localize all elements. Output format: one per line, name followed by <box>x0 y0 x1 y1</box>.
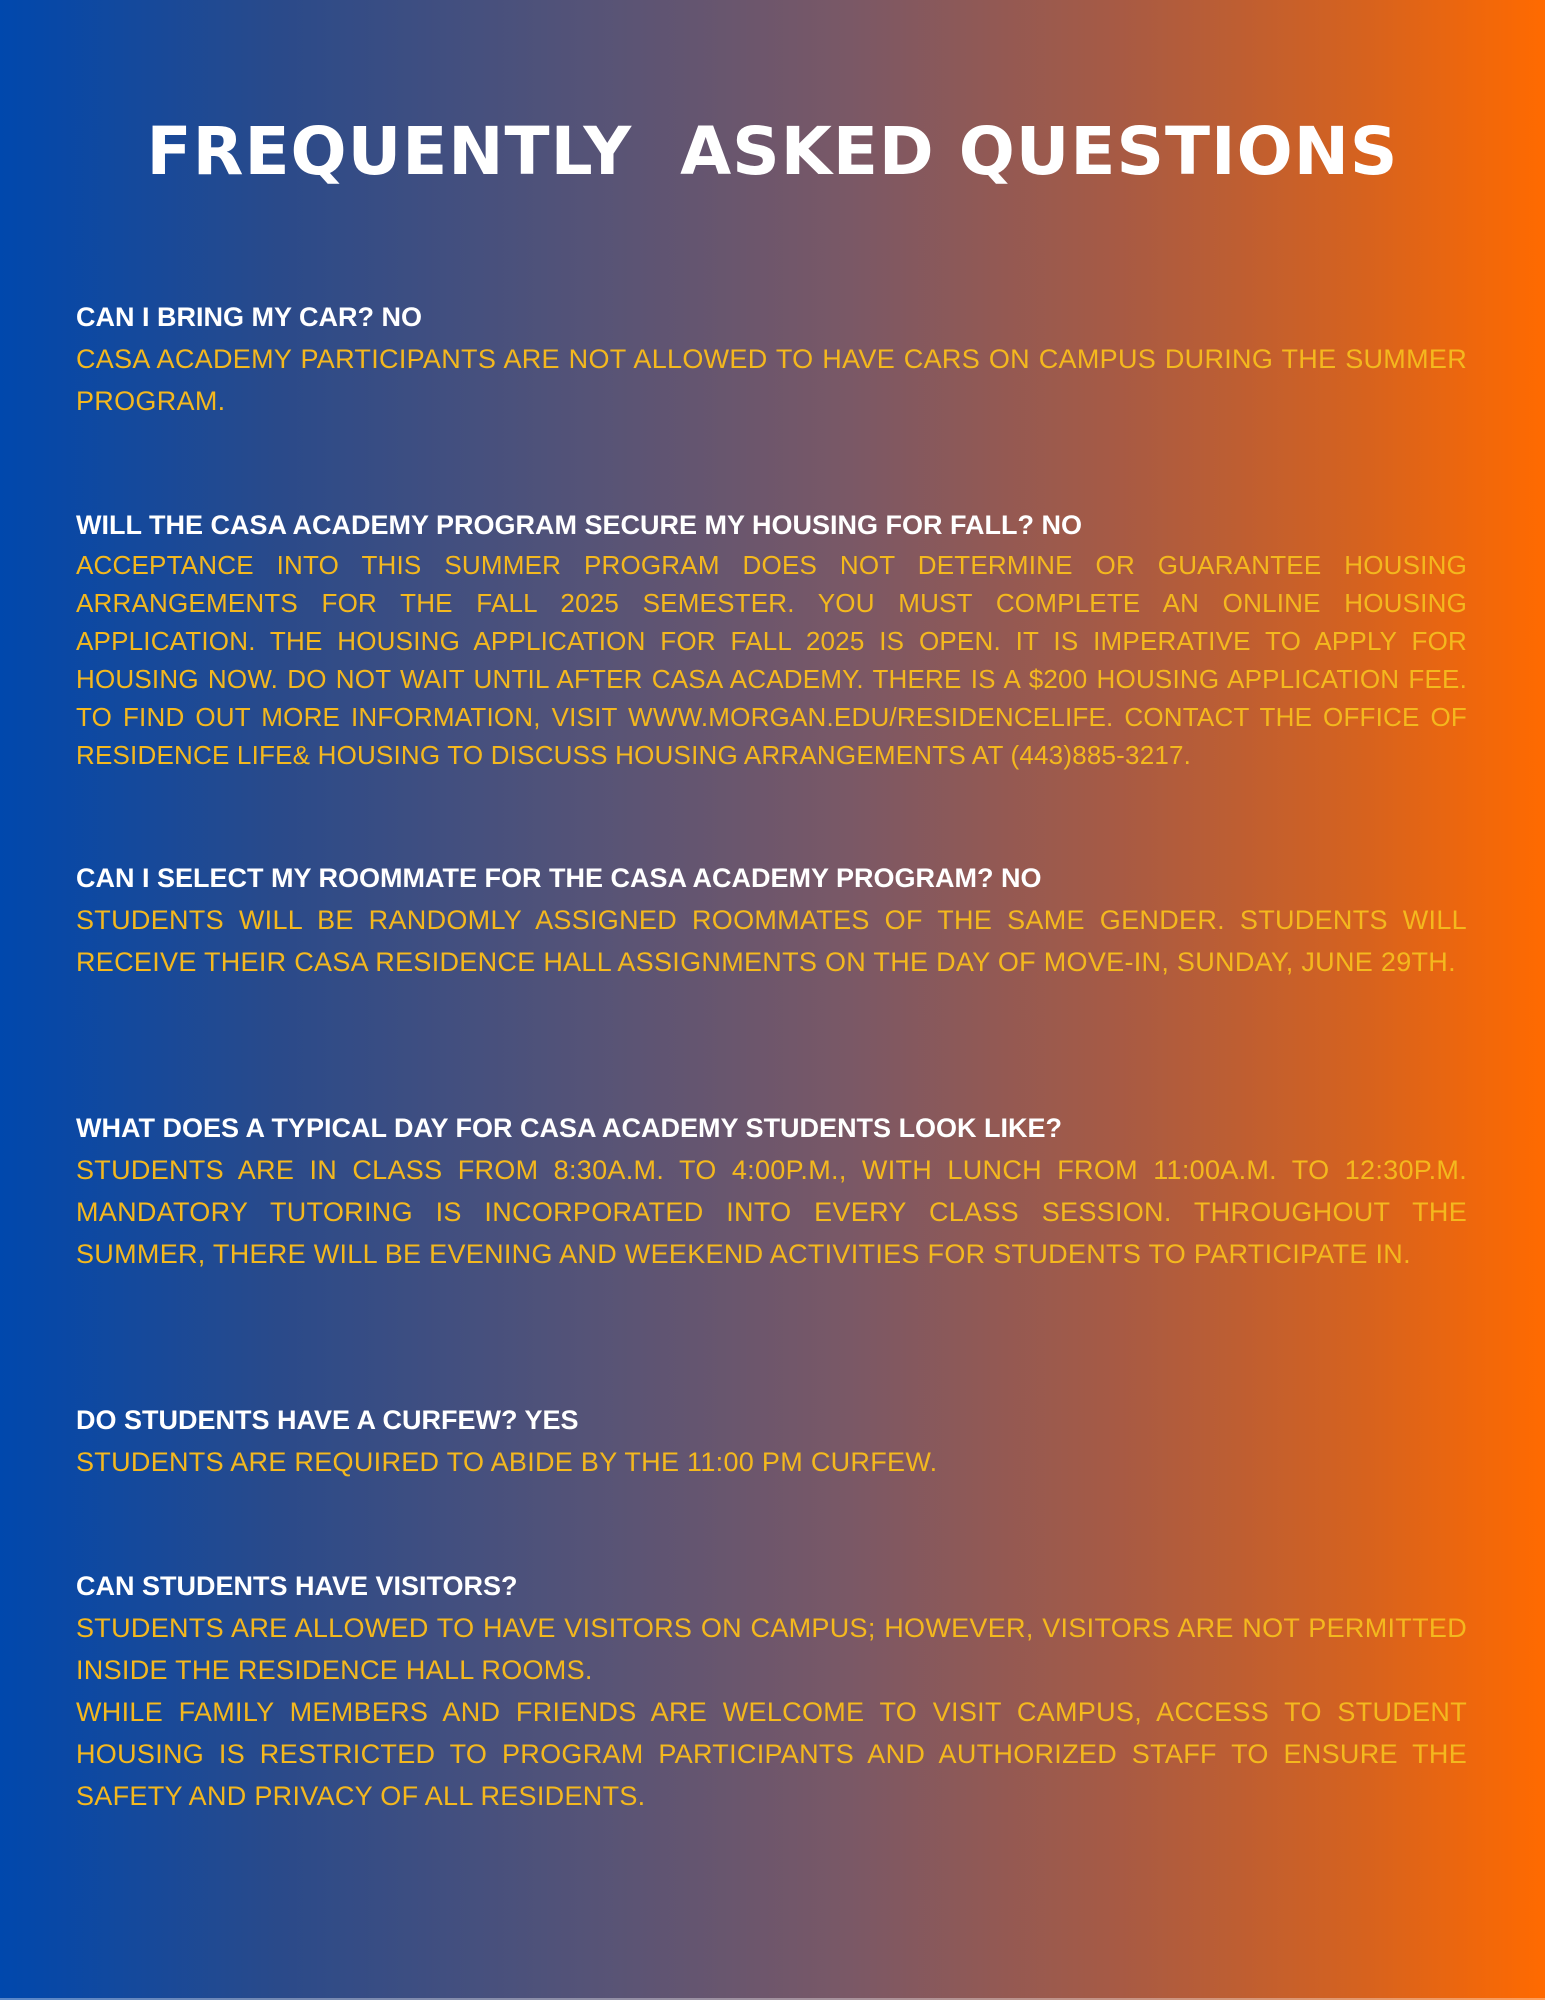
faq-answer: STUDENTS ARE REQUIRED TO ABIDE BY THE 11:00 PM CURFEW. <box>76 1447 938 1477</box>
faq-question: WHAT DOES A TYPICAL DAY FOR CASA ACADEMY STUDENTS LOOK LIKE? <box>76 1113 1063 1143</box>
faq-item-housing <box>76 504 1467 774</box>
faq-item-curfew <box>76 1399 1467 1483</box>
faq-item-car <box>76 296 1467 422</box>
faq-answer: STUDENTS ARE IN CLASS FROM 8:30A.M. TO 4:00P.M., WITH LUNCH FROM 11:00A.M. TO 12:30P.M. MANDATORY TUTORING IS INCORPORATED INTO EVERY CLASS SESSION. THROUGHOUT THE SUMMER, THERE WILL BE EVENING AND WEEKEND ACTIVITIES FOR STUDENTS TO PARTICIPATE IN. <box>76 1155 1467 1269</box>
faq-question: DO STUDENTS HAVE A CURFEW? YES <box>76 1405 579 1435</box>
faq-item-typical-day <box>76 1107 1467 1275</box>
faq-answer: STUDENTS WILL BE RANDOMLY ASSIGNED ROOMMATES OF THE SAME GENDER. STUDENTS WILL RECEIVE THEIR CASA RESIDENCE HALL ASSIGNMENTS ON THE DAY OF MOVE-IN, SUNDAY, JUNE 29TH. <box>76 905 1467 977</box>
page-title: FREQUENTLY ASKED QUESTIONS <box>146 113 1399 190</box>
faq-item-visitors <box>76 1565 1467 1817</box>
faq-answer: ACCEPTANCE INTO THIS SUMMER PROGRAM DOES NOT DETERMINE OR GUARANTEE HOUSING ARRANGEMENTS FOR THE FALL 2025 SEMESTER. YOU MUST COMPLETE AN ONLINE HOUSING APPLICATION. THE HOUSING APPLICATION FOR FALL 2025 IS OPEN. IT IS IMPERATIVE TO APPLY FOR HOUSING NOW. DO NOT WAIT UNTIL AFTER CASA ACADEMY. THERE IS A $200 HOUSING APPLICATION FEE. TO FIND OUT MORE INFORMATION, VISIT WWW.MORGAN.EDU/RESIDENCELIFE. CONTACT THE OFFICE OF RESIDENCE LIFE& HOUSING TO DISCUSS HOUSING ARRANGEMENTS AT (443)885-3217. <box>76 550 1467 770</box>
faq-question: CAN I BRING MY CAR? NO <box>76 302 423 332</box>
faq-question: CAN I SELECT MY ROOMMATE FOR THE CASA ACADEMY PROGRAM? NO <box>76 863 1042 893</box>
faq-item-roommate <box>76 857 1467 983</box>
faq-answer: STUDENTS ARE ALLOWED TO HAVE VISITORS ON CAMPUS; HOWEVER, VISITORS ARE NOT PERMITTED INSIDE THE RESIDENCE HALL ROOMS. <box>76 1613 1467 1685</box>
faq-question: WILL THE CASA ACADEMY PROGRAM SECURE MY HOUSING FOR FALL? NO <box>76 510 1083 540</box>
faq-answer-continued: WHILE FAMILY MEMBERS AND FRIENDS ARE WELCOME TO VISIT CAMPUS, ACCESS TO STUDENT HOUSING IS RESTRICTED TO PROGRAM PARTICIPANTS AND AUTHORIZED STAFF TO ENSURE THE SAFETY AND PRIVACY OF ALL RESIDENTS. <box>76 1697 1467 1811</box>
faq-answer: CASA ACADEMY PARTICIPANTS ARE NOT ALLOWED TO HAVE CARS ON CAMPUS DURING THE SUMMER PROGRAM. <box>76 344 1467 416</box>
faq-question: CAN STUDENTS HAVE VISITORS? <box>76 1571 518 1601</box>
